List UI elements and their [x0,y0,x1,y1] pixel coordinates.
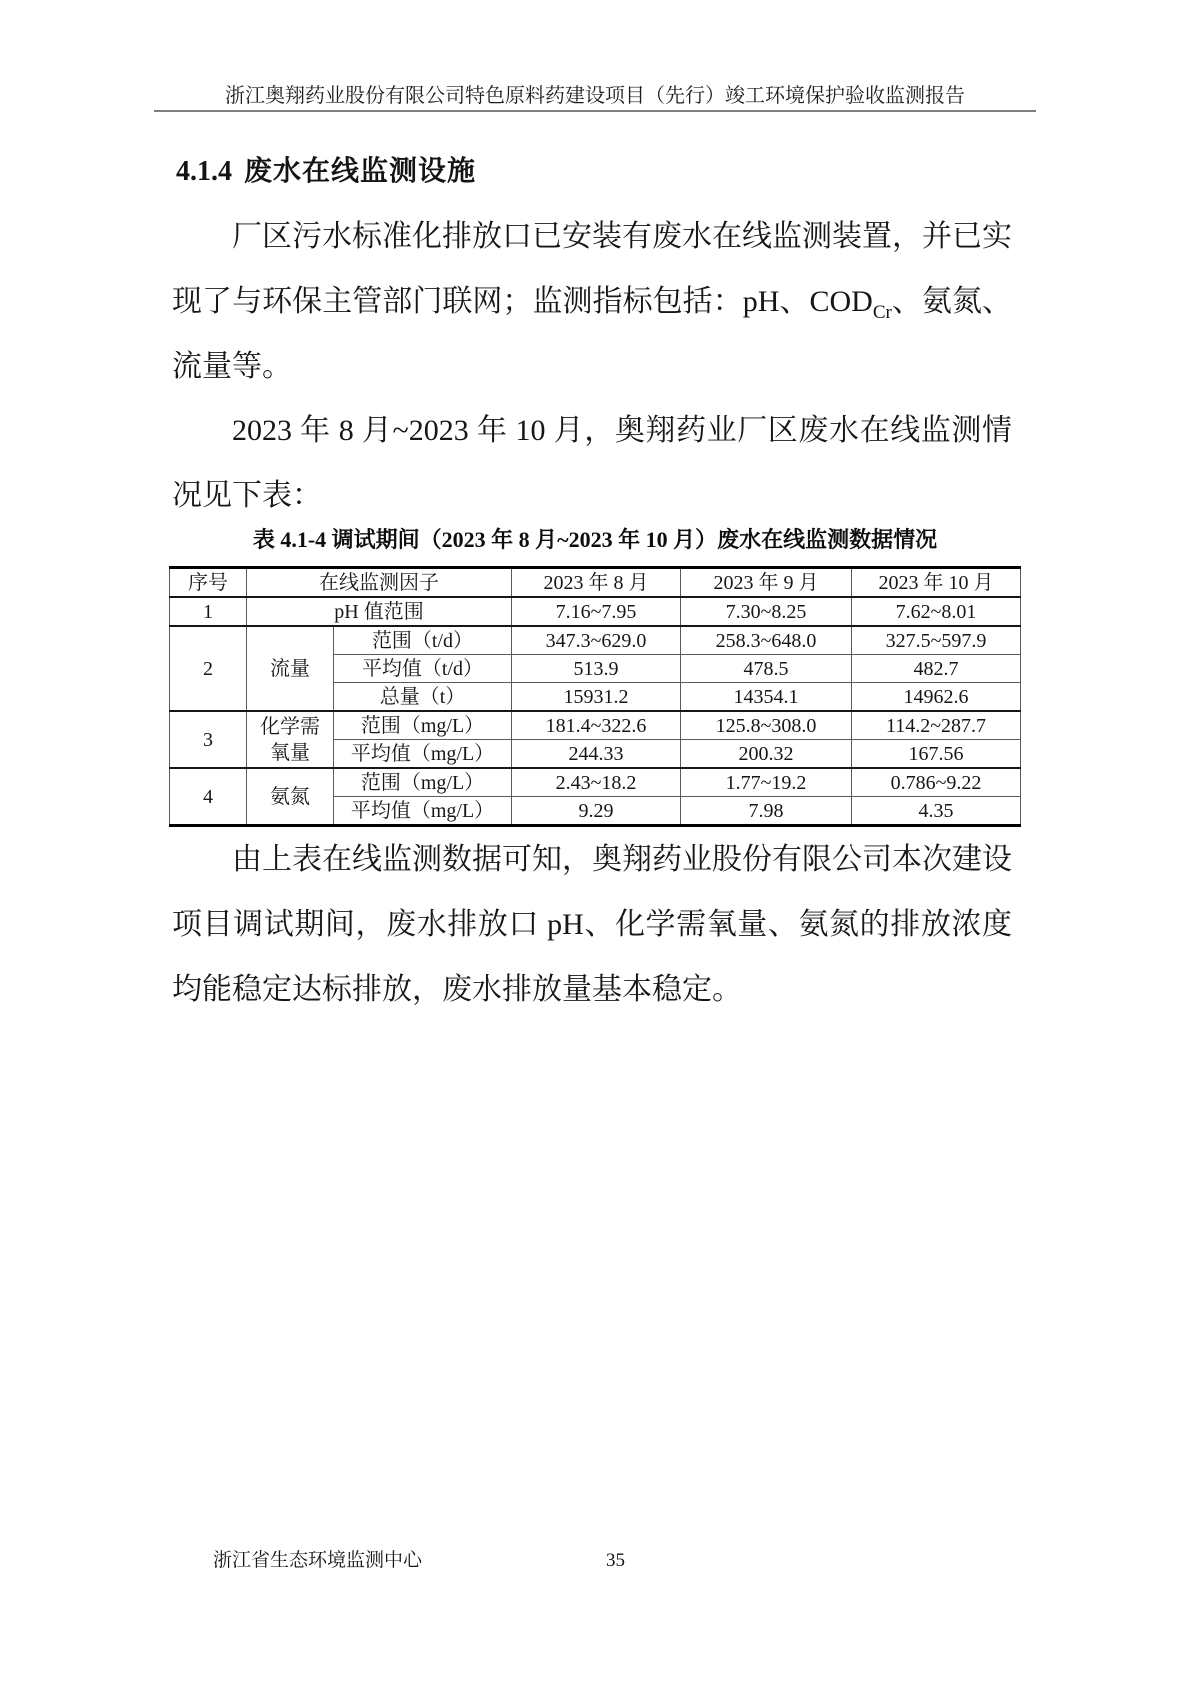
cell-factor-nh3: 氨氮 [247,768,334,826]
cell-value: 7.30~8.25 [681,597,852,626]
cell-metric-label: 范围（t/d） [334,626,512,655]
table-row-nh3-range [170,768,1021,797]
document-header-title: 浙江奥翔药业股份有限公司特色原料药建设项目（先行）竣工环境保护验收监测报告 [225,85,965,107]
cod-factor-label: 化学需氧量 [260,715,320,764]
col-header-oct: 2023 年 10 月 [852,568,1021,598]
cell-factor-ph: pH 值范围 [247,597,512,626]
col-header-sep: 2023 年 9 月 [681,568,852,598]
header-divider [154,110,1036,112]
cell-factor-cod [247,711,334,768]
footer-organization: 浙江省生态环境监测中心 [213,1550,423,1571]
cell-metric-label: 平均值（mg/L） [334,740,512,769]
col-header-factor: 在线监测因子 [247,568,512,598]
footer-page-number: 35 [606,1550,625,1571]
cell-metric-label: 总量（t） [334,683,512,712]
paragraph-text: 厂区污水标准化排放口已安装有废水在线监测装置，并已实现了与环保主管部门联网；监测指标包括：pH、COD [172,220,1012,318]
cell-value: 181.4~322.6 [512,711,681,740]
cell-value: 1.77~19.2 [681,768,852,797]
cell-value: 7.98 [681,797,852,826]
cell-value: 7.16~7.95 [512,597,681,626]
cell-value: 14962.6 [852,683,1021,712]
table-header-row [170,568,1021,598]
cell-no: 2 [170,626,247,711]
cell-no: 4 [170,768,247,826]
cell-value: 347.3~629.0 [512,626,681,655]
paragraph-text: 、氨氮、流量等。 [172,285,1013,383]
col-header-aug: 2023 年 8 月 [512,568,681,598]
cell-metric-label: 范围（mg/L） [334,768,512,797]
section-number: 4.1.4 [176,156,232,187]
cell-value: 14354.1 [681,683,852,712]
paragraph-conclusion: 由上表在线监测数据可知，奥翔药业股份有限公司本次建设项目调试期间，废水排放口 pH、化学需氧量、氨氮的排放浓度均能稳定达标排放，废水排放量基本稳定。 [172,843,1012,1006]
cell-no: 1 [170,597,247,626]
section-heading [176,154,476,189]
cell-metric-label: 平均值（t/d） [334,655,512,683]
paragraph-online-monitoring-intro [172,204,1012,399]
cell-no: 3 [170,711,247,768]
cell-value: 167.56 [852,740,1021,769]
wastewater-online-monitoring-table [169,566,1021,827]
table-caption: 表 4.1-4 调试期间（2023 年 8 月~2023 年 10 月）废水在线监测数据情况 [252,527,938,552]
col-header-no: 序号 [170,568,247,598]
table-row-flow-range [170,626,1021,655]
cell-value: 258.3~648.0 [681,626,852,655]
cell-value: 200.32 [681,740,852,769]
cell-value: 4.35 [852,797,1021,826]
cell-value: 478.5 [681,655,852,683]
table-row-cod-range [170,711,1021,740]
cell-value: 125.8~308.0 [681,711,852,740]
cell-metric-label: 平均值（mg/L） [334,797,512,826]
cod-subscript: Cr [872,302,892,323]
cell-value: 327.5~597.9 [852,626,1021,655]
cell-value: 2.43~18.2 [512,768,681,797]
section-title: 废水在线监测设施 [244,155,477,186]
cell-value: 7.62~8.01 [852,597,1021,626]
cell-value: 15931.2 [512,683,681,712]
cell-value: 244.33 [512,740,681,769]
cell-value: 114.2~287.7 [852,711,1021,740]
table-row-ph [170,597,1021,626]
cell-value: 482.7 [852,655,1021,683]
cell-metric-label: 范围（mg/L） [334,711,512,740]
cell-value: 9.29 [512,797,681,826]
cell-factor-flow: 流量 [247,626,334,711]
cell-value: 513.9 [512,655,681,683]
cell-value: 0.786~9.22 [852,768,1021,797]
paragraph-monitoring-period: 2023 年 8 月~2023 年 10 月，奥翔药业厂区废水在线监测情况见下表： [172,414,1012,512]
